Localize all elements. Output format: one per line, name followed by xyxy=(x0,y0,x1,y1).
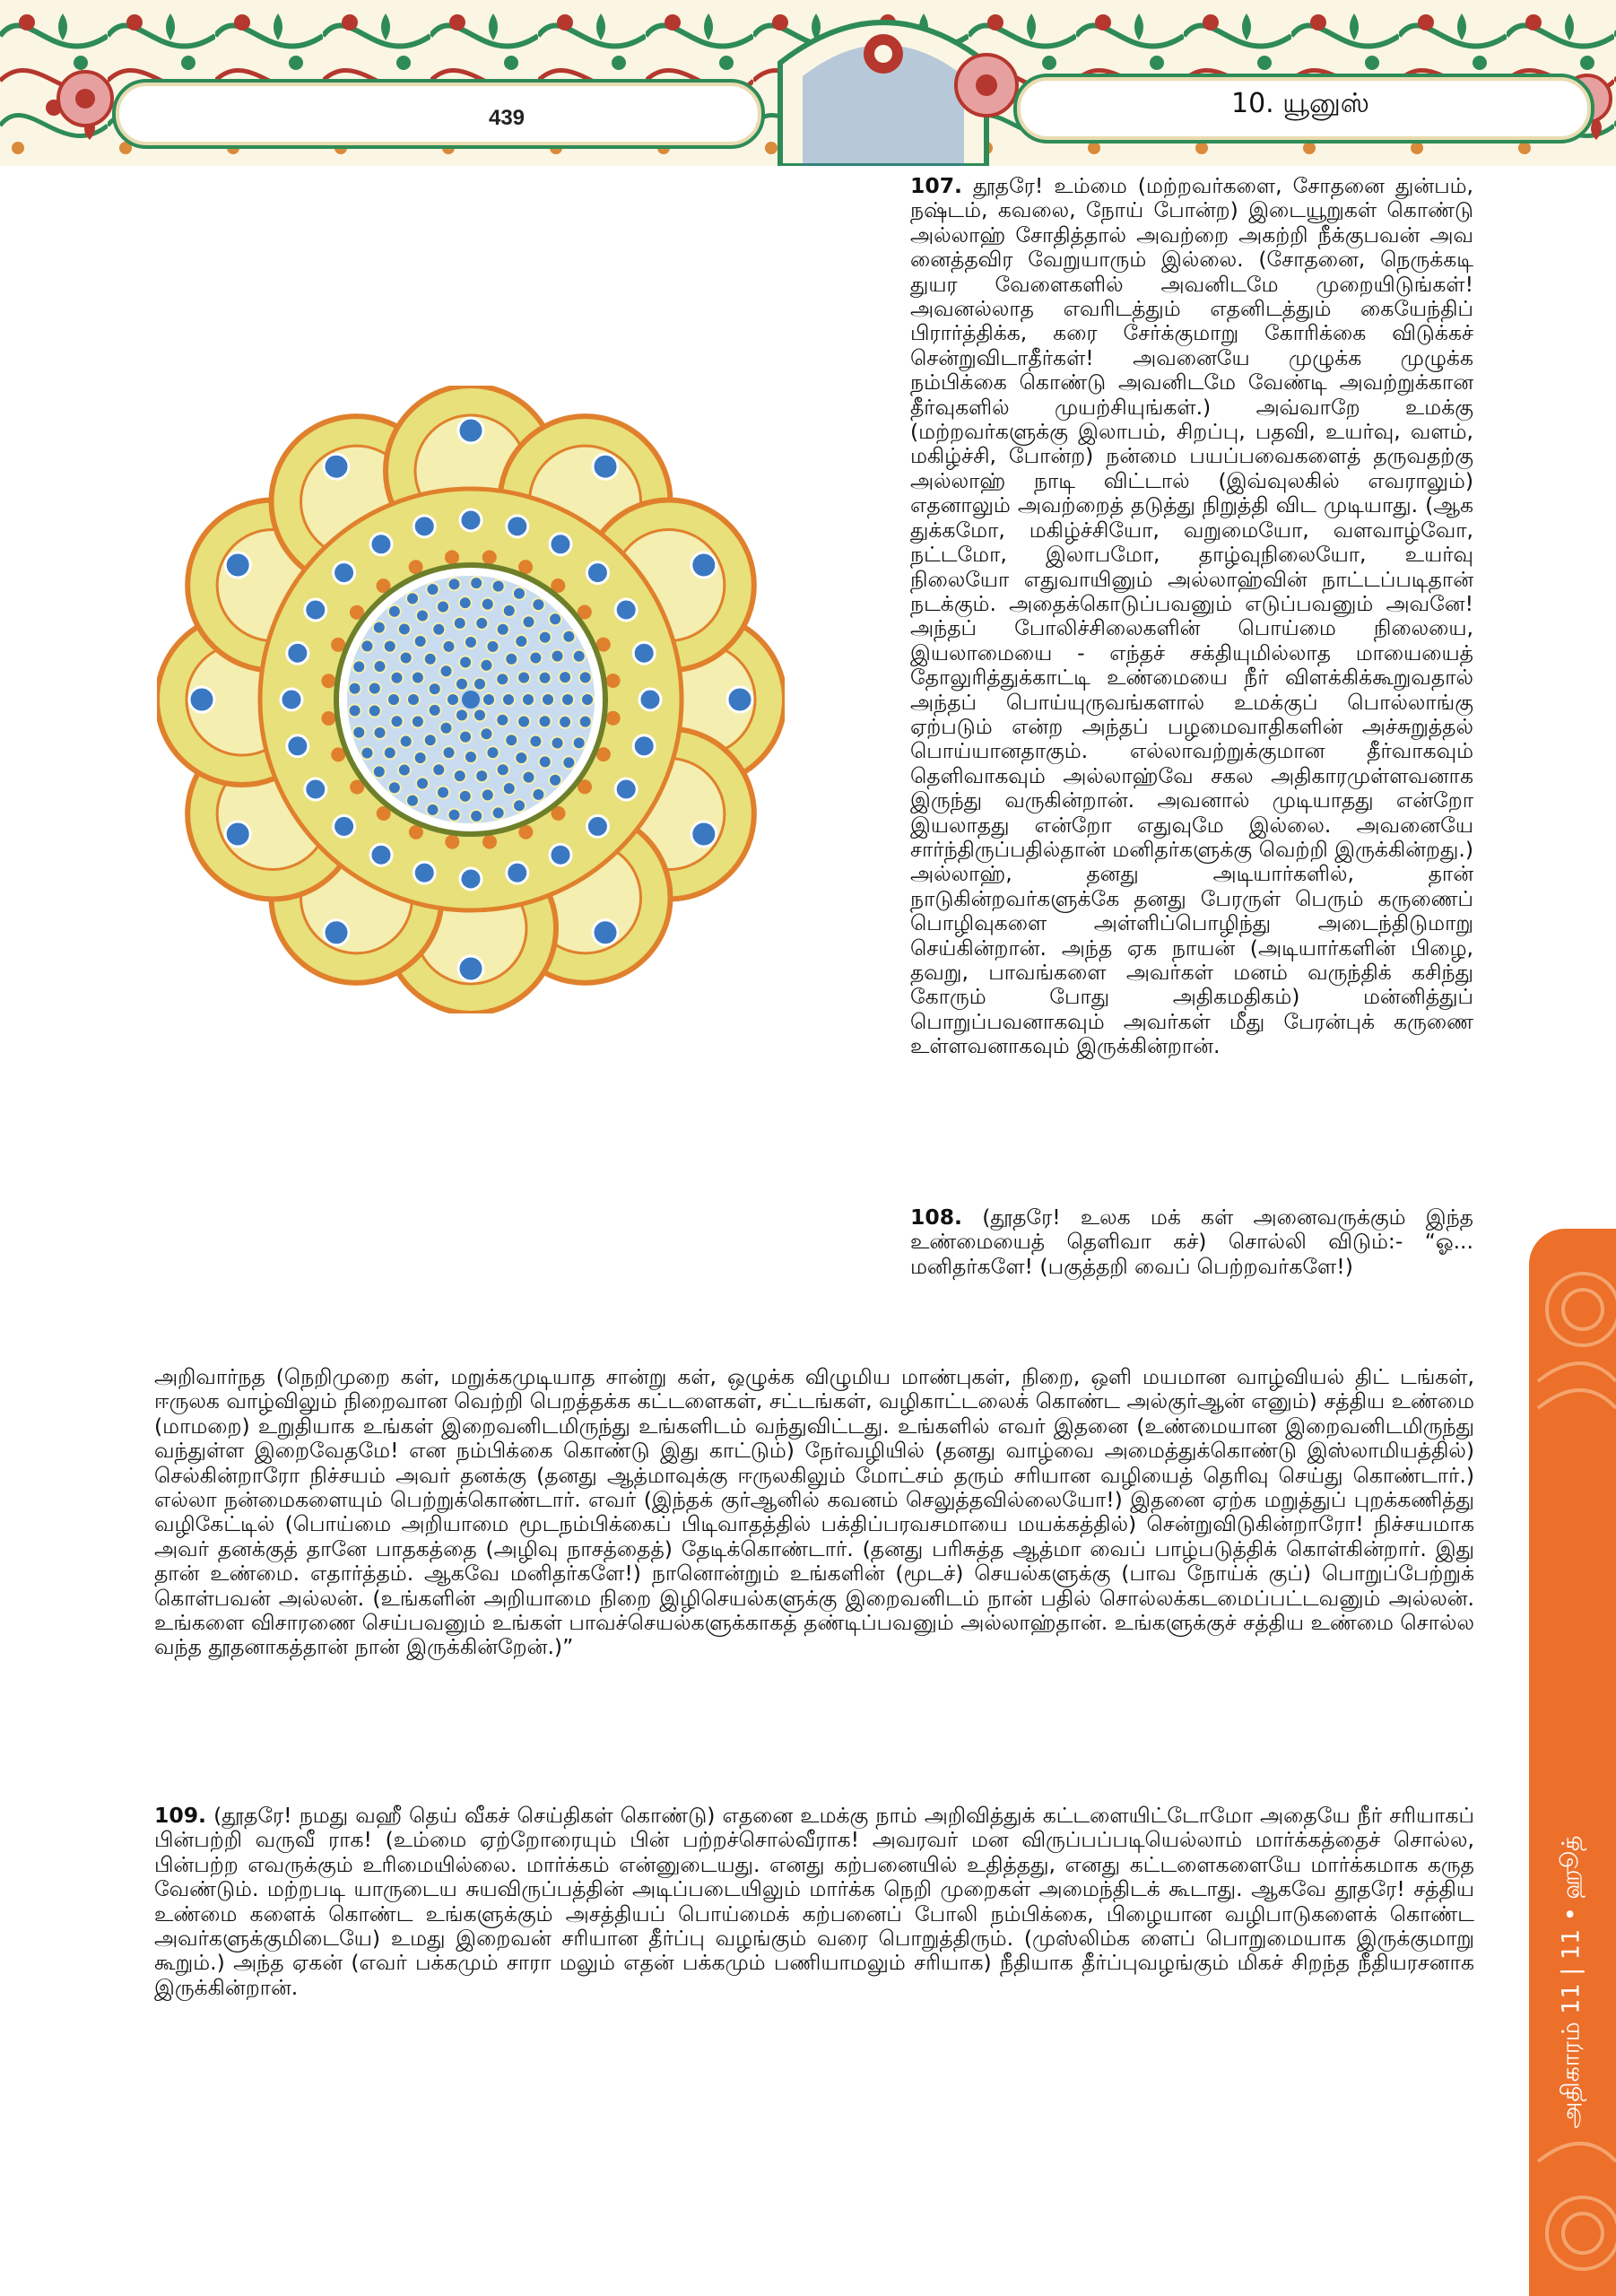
verse-108-continuation xyxy=(154,1365,1474,1660)
verse-text: அறிவார்நத (நெறிமுறை கள், மறுக்கமுடியாத சான்று கள், ஒழுக்க விழுமிய மாண்புகள், நிறை, ஒளி மயமான வாழ்வியல் திட் டங்கள், ஈருலக வாழ்விலும் நிறைவான வெற்றி பெறத்தக்க கட்டளைகள், சட்டங்கள், வழிகாட்டலைக் கொண்ட அல்குர்ஆன் எனும்) சத்திய உண்மை (மாமறை) உறுதியாக உங்கள் இறைவனிடமிருந்து உங்களிடம் வந்துவிட்டது. உங்களில் எவர் இதனை (உண்மையான இறைவனிடமிருந்து வந்துள்ள இறைவேதமே! என நம்பிக்கை கொண்டு இது காட்டும்) நேர்வழியில் (தனது வாழ்வை அமைத்துக்கொண்டு இஸ்லாமியத்தில்) செல்கின்றாரோ நிச்சயம் அவர் தனக்கு (தனது ஆத்மாவுக்கு ஈருலகிலும் மோட்சம் தரும் சரியான வழியைத் தெரிவு செய்து கொண்டார்.) எல்லா நன்மைகளையும் பெற்றுக்கொண்டார். எவர் (இந்தக் குர்ஆனில் கவனம் செலுத்தவில்லையோ!) இதனை ஏற்க மறுத்துப் புறக்கணித்து வழிகேட்டில் (பொய்மை அறியாமை மூடநம்பிக்கைப் பிடிவாதத்தில் பக்திப்பரவசமாயை மயக்கத்தில்) சென்றுவிடுகின்றாரோ! நிச்சயமாக அவர் தனக்குத் தானே பாதகத்தை (அழிவு நாசத்தைத்) தேடிக்கொண்டார். (தனது பரிசுத்த ஆத்மா வைப் பாழ்படுத்திக் கொள்கின்றார். இது தான் உண்மை. எதார்த்தம். ஆகவே மனிதர்களே!) நானொன்றும் உங்களின் (மூடச்) செயல்களுக்கு (பாவ நோய்க் குப்) பொறுப்பேற்றுக் கொள்பவன் அல்லன். (உங்களின் அறியாமை நிறை இழிசெயல்களுக்கு இறைவனிடம் நான் பதில் சொல்லக்கடமைப்பட்டவனும் அல்லன். உங்களை விசாரணை செய்பவனும் உங்கள் பாவச்செயல்களுக்காகத் தண்டிப்பவனும் அல்லாஹ்தான். உங்களுக்குச் சத்திய உண்மை சொல்ல வந்த தூதனாகத்தான் நான் இருக்கின்றேன்.)” xyxy=(154,1364,1474,1660)
chapter-title: 10. யூனுஸ் xyxy=(1230,88,1369,119)
side-tab-text: அதிகாரம் 11 | 11 • ஹூத் xyxy=(1557,1835,1585,2129)
verse-text: (தூதரே! உலக மக் கள் அனைவருக்கும் இந்த உண்மையைத் தெளிவா கச்) சொல்லி விடும்:- “ஓ... மனிதர்களே! (பகுத்தறி வைப் பெற்றவர்களே!) xyxy=(910,1205,1473,1279)
verse-text: தூதரே! உம்மை (மற்றவர்களை, சோதனை துன்பம், நஷ்டம், கவலை, நோய் போன்ற) இடையூறுகள் கொண்டு அல்லாஹ் சோதித்தால் அவற்றை அகற்றி நீக்குபவன் அவ னைத்தவிர வேறுயாரும் இல்லை. (சோதனை, நெருக்கடி துயர வேளைகளில் அவனிடமே முறையிடுங்கள்! அவனல்லாத எவரிடத்தும் எதனிடத்தும் கையேந்திப் பிரார்த்திக்க, கரை சேர்க்குமாறு கோரிக்கை விடுக்கச் சென்றுவிடாதீர்கள்! அவனையே முழுக்க முழுக்க நம்பிக்கை கொண்டு அவனிடமே வேண்டி அவற்றுக்கான தீர்வுகளில் முயற்சியுங்கள்.) அவ்வாறே உமக்கு (மற்றவர்களுக்கு இலாபம், சிறப்பு, பதவி, உயர்வு, வளம், மகிழ்ச்சி, போன்ற) நன்மை பயப்பவைகளைத் தருவதற்கு அல்லாஹ் நாடி விட்டால் (இவ்வுலகில் எவராலும்) எதனாலும் அவற்றைத் தடுத்து நிறுத்தி விட முடியாது. (ஆக துக்கமோ, மகிழ்ச்சியோ, வறுமையோ, வளவாழ்வோ, நட்டமோ, இலாபமோ, தாழ்வுநிலையோ, உயர்வு நிலையோ எதுவாயினும் அல்லாஹ்வின் நாட்டப்படிதான் நடக்கும். அதைக்கொடுப்பவனும் எடுப்பவனும் அவனே! அந்தப் போலிச்சிலைகளின் பொய்மை நிலையை, இயலாமையை - எந்தச் சக்தியுமில்லாத மாயையைத் தோலுரித்துக்காட்டி உண்மையை நீர் விளக்கிக்கூறுவதால் அந்தப் பொய்யுருவங்களால் உமக்குப் பொல்லாங்கு ஏற்படும் என்ற அந்தப் பழமைவாதிகளின் அச்சுறுத்தல் பொய்யானதாகும். எல்லாவற்றுக்குமான தீர்வாகவும் தெளிவாகவும் அல்லாஹ்வே சகல அதிகாரமுள்ளவனாக இருந்து வருகின்றான். அவனால் முடியாதது என்றோ இயலாதது என்றோ எதுவுமே இல்லை. அவனையே சார்ந்திருப்பதில்தான் மனிதர்களுக்கு வெற்றி இருக்கின்றது.) அல்லாஹ், தனது அடியார்களில், தான் நாடுகின்றவர்களுக்கே தனது பேரருள் பெரும் கருணைப் பொழிவுகளை அள்ளிப்பொழிந்து அடைந்திடுமாறு செய்கின்றான். அந்த ஏக நாயன் (அடியார்களின் பிழை, தவறு, பாவங்களை அவர்கள் மனம் வருந்திக் கசிந்து கோரும் போது அதிகமதிகம்) மன்னித்துப் பொறுப்பவனாகவும் அவர்கள் மீது பேரன்புக் கருணை உள்ளவனாகவும் இருக்கின்றான். xyxy=(910,173,1473,1059)
verse-107 xyxy=(910,174,1473,1059)
verse-108-opening xyxy=(910,1205,1473,1279)
side-tab-label xyxy=(1529,1731,1616,2233)
decorative-rosette xyxy=(157,386,785,1013)
verse-number: 107. xyxy=(910,173,962,198)
verse-number: 108. xyxy=(910,1205,962,1230)
verse-text: (தூதரே! நமது வஹீ தெய் வீகச் செய்திகள் கொண்டு) எதனை உமக்கு நாம் அறிவித்துக் கட்டளையிட்டோமோ அதையே நீர் சரியாகப் பின்பற்றி வருவீ ராக! (உம்மை ஏற்றோரையும் பின் பற்றச்சொல்வீராக! அவரவர் மன விருப்பப்படியெல்லாம் மார்க்கத்தைச் சொல்ல, பின்பற்ற எவருக்கும் உரிமையில்லை. மார்க்கம் என்னுடையது. எனது கற்பனையில் உதித்தது, எனது கட்டளைகளையே மார்க்கமாக கருத வேண்டும். மற்றபடி யாருடைய சுயவிருப்பத்தின் அடிப்படையிலும் மார்க்க நெறி முறைகள் அமைந்திடக் கூடாது. ஆகவே தூதரே! சத்திய உண்மை களைக் கொண்ட உங்களுக்கும் அசத்தியப் பொய்மைக் கற்பனைப் போலி நம்பிக்கை, பிழையான வழிபாடுகளைக் கொண்ட அவர்களுக்குமிடையே) உமது இறைவன் சரியான தீர்ப்பு வழங்கும் வரை பொறுத்திரும். (முஸ்லிம்க ளைப் பொறுமையாக இருக்குமாறு கூறும்.) அந்த ஏகன் (எவர் பக்கமும் சாரா மலும் எதன் பக்கமும் பணியாமலும் சரியாக) நீதியாக தீர்ப்புவழங்கும் மிகச் சிறந்த நீதியரசனாக இருக்கின்றான். xyxy=(154,1803,1474,2000)
verse-number: 109. xyxy=(154,1803,206,1828)
page-number: 439 xyxy=(488,106,526,130)
verse-109 xyxy=(154,1804,1474,2000)
